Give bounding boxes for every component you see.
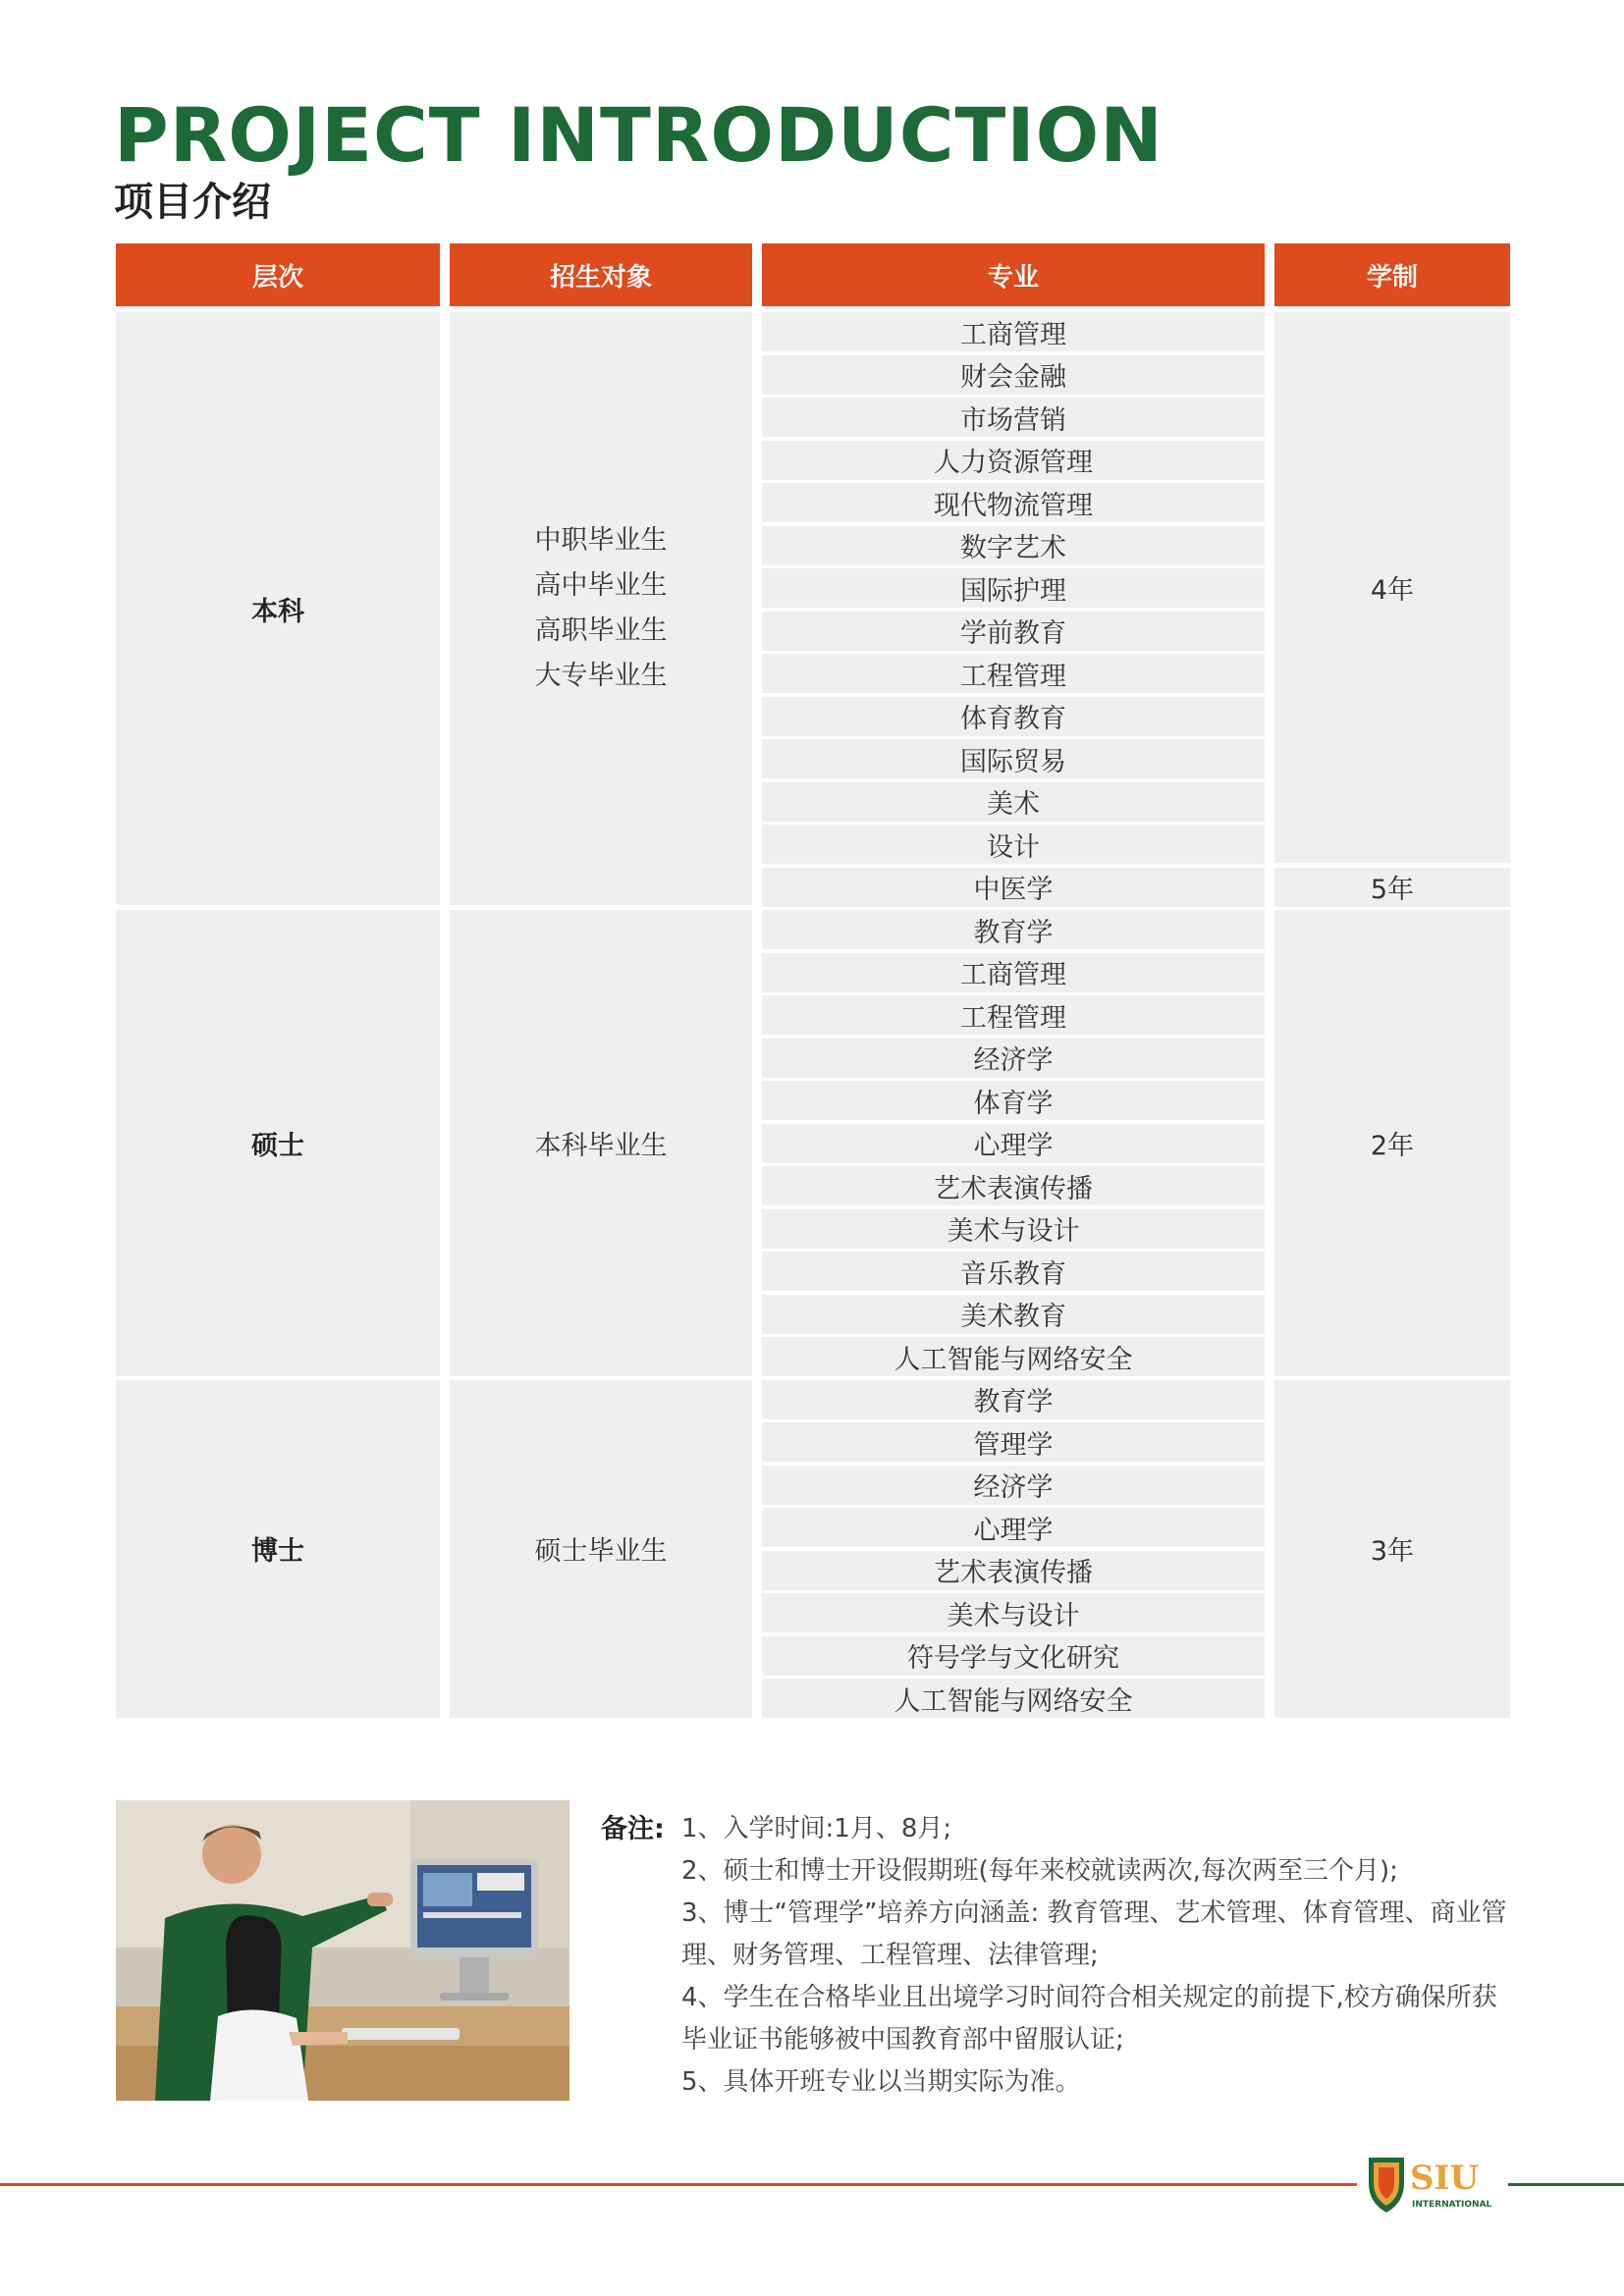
level-doctor: 博士	[116, 1380, 440, 1718]
level-master: 硕士	[116, 910, 440, 1376]
note-item: 1、入学时间:1月、8月;	[681, 1814, 952, 1843]
major-item: 艺术表演传播	[762, 1166, 1265, 1205]
major-item: 数字艺术	[762, 526, 1265, 565]
duration-tcm: 5年	[1274, 868, 1510, 907]
logo-subtext: INTERNATIONAL	[1412, 2200, 1492, 2210]
major-item: 学前教育	[762, 612, 1265, 651]
page-subtitle: 项目介绍	[114, 180, 271, 225]
note-item: 4、学生在合格毕业且出境学习时间符合相关规定的前提下,校方确保所获毕业证书能够被中国教育部中留服认证;	[681, 1983, 1497, 2055]
classroom-photo	[116, 1800, 569, 2101]
note-item: 2、硕士和博士开设假期班(每年来校就读两次,每次两至三个月);	[681, 1856, 1398, 1886]
target-item: 高中毕业生	[534, 570, 668, 601]
column-header-target: 招生对象	[450, 243, 752, 306]
major-item: 财会金融	[762, 355, 1265, 395]
footer-divider	[0, 2183, 1357, 2186]
major-item: 经济学	[762, 1466, 1265, 1505]
major-item: 现代物流管理	[762, 483, 1265, 522]
note-item: 5、具体开班专业以当期实际为准。	[681, 2067, 1081, 2097]
major-item: 音乐教育	[762, 1252, 1265, 1291]
major-item: 国际护理	[762, 568, 1265, 608]
major-item: 国际贸易	[762, 739, 1265, 778]
major-item: 人工智能与网络安全	[762, 1679, 1265, 1718]
major-item: 工商管理	[762, 312, 1265, 351]
major-item: 管理学	[762, 1422, 1265, 1462]
major-item: 教育学	[762, 1380, 1265, 1419]
level-bachelor: 本科	[116, 312, 440, 905]
footer-divider-green	[1508, 2183, 1624, 2186]
major-item: 美术与设计	[762, 1209, 1265, 1249]
major-item: 美术	[762, 782, 1265, 822]
target-master: 本科毕业生	[450, 910, 752, 1376]
major-item: 心理学	[762, 1124, 1265, 1163]
major-item: 经济学	[762, 1039, 1265, 1078]
major-item: 人力资源管理	[762, 441, 1265, 480]
major-item: 教育学	[762, 910, 1265, 949]
major-item: 工程管理	[762, 654, 1265, 693]
major-item: 艺术表演传播	[762, 1551, 1265, 1590]
notes-label: 备注:	[601, 1814, 665, 1844]
siu-logo	[1365, 2150, 1508, 2218]
major-item: 体育教育	[762, 697, 1265, 736]
page-title: PROJECT INTRODUCTION	[114, 91, 1164, 179]
major-item: 市场营销	[762, 398, 1265, 437]
target-bachelor	[450, 312, 752, 905]
target-doctor: 硕士毕业生	[450, 1380, 752, 1718]
column-header-duration: 学制	[1274, 243, 1510, 306]
logo-text: SIU	[1410, 2159, 1480, 2198]
major-item: 美术教育	[762, 1295, 1265, 1334]
major-item: 心理学	[762, 1508, 1265, 1547]
duration-doctor: 3年	[1274, 1380, 1510, 1718]
target-item: 高职毕业生	[534, 615, 668, 646]
duration-master: 2年	[1274, 910, 1510, 1376]
major-item: 中医学	[762, 868, 1265, 907]
major-item: 工商管理	[762, 953, 1265, 992]
major-item: 设计	[762, 825, 1265, 864]
notes-section	[601, 1808, 1514, 2104]
duration-bachelor: 4年	[1274, 312, 1510, 863]
column-header-major: 专业	[762, 243, 1265, 306]
target-item: 大专毕业生	[534, 661, 668, 691]
major-item: 体育学	[762, 1081, 1265, 1120]
note-item: 3、博士“管理学”培养方向涵盖: 教育管理、艺术管理、体育管理、商业管理、财务管理、工程管理、法律管理;	[681, 1898, 1507, 1970]
major-item: 工程管理	[762, 995, 1265, 1035]
major-item: 美术与设计	[762, 1593, 1265, 1632]
target-item: 中职毕业生	[534, 525, 668, 556]
major-item: 符号学与文化研究	[762, 1636, 1265, 1676]
major-item: 人工智能与网络安全	[762, 1337, 1265, 1376]
column-header-level: 层次	[116, 243, 440, 306]
